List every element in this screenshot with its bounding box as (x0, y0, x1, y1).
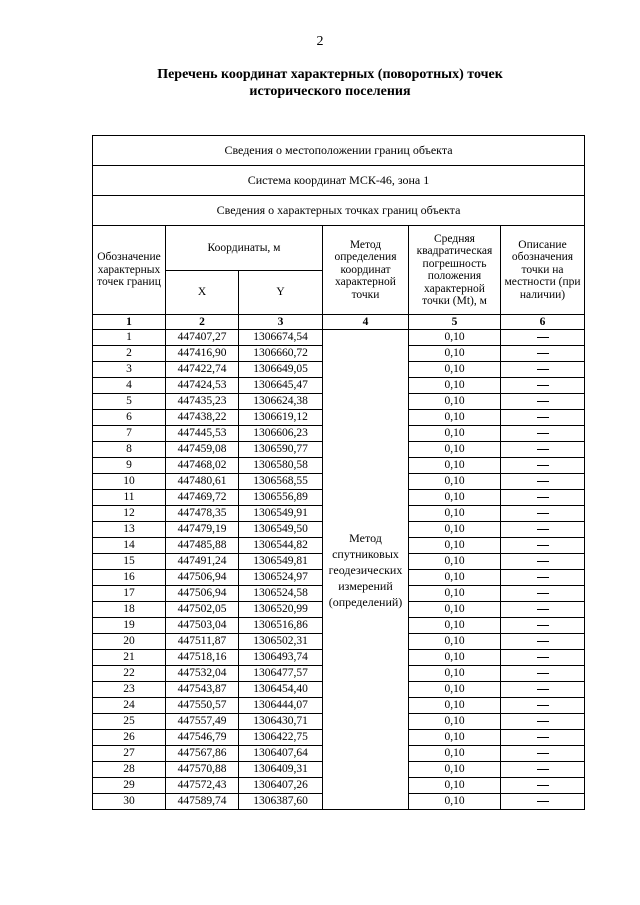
point-number: 7 (93, 426, 166, 442)
point-number: 11 (93, 490, 166, 506)
mean-square-error: 0,10 (409, 394, 501, 410)
coordinate-x: 447422,74 (166, 362, 239, 378)
mean-square-error: 0,10 (409, 794, 501, 810)
mean-square-error: 0,10 (409, 778, 501, 794)
coordinate-y: 1306454,40 (239, 682, 323, 698)
coordinate-x: 447424,53 (166, 378, 239, 394)
dash-mark (537, 465, 549, 466)
section-title: Сведения о местоположении границ объекта (93, 136, 585, 166)
description-cell (501, 378, 585, 394)
coordinate-y: 1306660,72 (239, 346, 323, 362)
point-number: 30 (93, 794, 166, 810)
header-description: Описание обозначения точки на местности (при наличии) (501, 226, 585, 315)
header-y: Y (239, 271, 323, 315)
point-number: 16 (93, 570, 166, 586)
coordinate-y: 1306544,82 (239, 538, 323, 554)
mean-square-error: 0,10 (409, 682, 501, 698)
point-number: 13 (93, 522, 166, 538)
column-number: 3 (239, 315, 323, 330)
header-error: Средняя квадратическая погрешность положения характерной точки (Mt), м (409, 226, 501, 315)
coordinate-y: 1306477,57 (239, 666, 323, 682)
description-cell (501, 570, 585, 586)
points-title: Сведения о характерных точках границ объекта (93, 196, 585, 226)
page-number: 2 (316, 34, 324, 49)
description-cell (501, 426, 585, 442)
coordinate-x: 447567,86 (166, 746, 239, 762)
coordinate-y: 1306407,64 (239, 746, 323, 762)
dash-mark (537, 801, 549, 802)
coordinates-table (92, 135, 585, 810)
mean-square-error: 0,10 (409, 698, 501, 714)
coordinate-y: 1306568,55 (239, 474, 323, 490)
dash-mark (537, 353, 549, 354)
coordinate-y: 1306645,47 (239, 378, 323, 394)
dash-mark (537, 657, 549, 658)
mean-square-error: 0,10 (409, 634, 501, 650)
mean-square-error: 0,10 (409, 538, 501, 554)
point-number: 28 (93, 762, 166, 778)
description-cell (501, 346, 585, 362)
description-cell (501, 490, 585, 506)
header-x: X (166, 271, 239, 315)
dash-mark (537, 385, 549, 386)
mean-square-error: 0,10 (409, 378, 501, 394)
description-cell (501, 394, 585, 410)
coordinate-x: 447407,27 (166, 330, 239, 346)
mean-square-error: 0,10 (409, 714, 501, 730)
coordinate-x: 447485,88 (166, 538, 239, 554)
description-cell (501, 362, 585, 378)
point-number: 26 (93, 730, 166, 746)
dash-mark (537, 769, 549, 770)
coordinate-y: 1306624,38 (239, 394, 323, 410)
dash-mark (537, 577, 549, 578)
coordinate-y: 1306619,12 (239, 410, 323, 426)
point-number: 8 (93, 442, 166, 458)
coordinate-system: Система координат МСК-46, зона 1 (93, 166, 585, 196)
coordinate-x: 447445,53 (166, 426, 239, 442)
coordinate-x: 447491,24 (166, 554, 239, 570)
point-number: 17 (93, 586, 166, 602)
coordinate-y: 1306649,05 (239, 362, 323, 378)
dash-mark (537, 721, 549, 722)
header-coordinates: Координаты, м (166, 226, 323, 271)
dash-mark (537, 369, 549, 370)
description-cell (501, 554, 585, 570)
mean-square-error: 0,10 (409, 362, 501, 378)
dash-mark (537, 785, 549, 786)
mean-square-error: 0,10 (409, 570, 501, 586)
header-method: Метод определения координат характерной точки (323, 226, 409, 315)
dash-mark (537, 625, 549, 626)
coordinate-x: 447435,23 (166, 394, 239, 410)
column-number: 1 (93, 315, 166, 330)
dash-mark (537, 641, 549, 642)
dash-mark (537, 337, 549, 338)
mean-square-error: 0,10 (409, 426, 501, 442)
mean-square-error: 0,10 (409, 762, 501, 778)
coordinate-y: 1306430,71 (239, 714, 323, 730)
point-number: 29 (93, 778, 166, 794)
description-cell (501, 666, 585, 682)
description-cell (501, 522, 585, 538)
point-number: 15 (93, 554, 166, 570)
dash-mark (537, 417, 549, 418)
mean-square-error: 0,10 (409, 458, 501, 474)
column-number: 5 (409, 315, 501, 330)
dash-mark (537, 449, 549, 450)
point-number: 20 (93, 634, 166, 650)
header-designation: Обозначение характерных точек границ (93, 226, 166, 315)
description-cell (501, 698, 585, 714)
description-cell (501, 714, 585, 730)
description-cell (501, 410, 585, 426)
coordinate-x: 447532,04 (166, 666, 239, 682)
dash-mark (537, 401, 549, 402)
coordinate-y: 1306606,23 (239, 426, 323, 442)
dash-mark (537, 561, 549, 562)
coordinate-y: 1306524,97 (239, 570, 323, 586)
coordinate-y: 1306524,58 (239, 586, 323, 602)
mean-square-error: 0,10 (409, 522, 501, 538)
coordinate-x: 447469,72 (166, 490, 239, 506)
description-cell (501, 730, 585, 746)
coordinate-y: 1306422,75 (239, 730, 323, 746)
dash-mark (537, 609, 549, 610)
description-cell (501, 762, 585, 778)
coordinate-x: 447543,87 (166, 682, 239, 698)
coordinate-y: 1306409,31 (239, 762, 323, 778)
point-number: 9 (93, 458, 166, 474)
mean-square-error: 0,10 (409, 586, 501, 602)
mean-square-error: 0,10 (409, 554, 501, 570)
mean-square-error: 0,10 (409, 650, 501, 666)
point-number: 2 (93, 346, 166, 362)
coordinate-y: 1306549,91 (239, 506, 323, 522)
method-cell: Метод спутниковых геодезических измерений (определений) (323, 330, 409, 810)
coordinate-x: 447416,90 (166, 346, 239, 362)
description-cell (501, 650, 585, 666)
dash-mark (537, 705, 549, 706)
coordinate-y: 1306516,86 (239, 618, 323, 634)
description-cell (501, 442, 585, 458)
description-cell (501, 778, 585, 794)
dash-mark (537, 481, 549, 482)
point-number: 25 (93, 714, 166, 730)
mean-square-error: 0,10 (409, 746, 501, 762)
point-number: 6 (93, 410, 166, 426)
coordinate-x: 447502,05 (166, 602, 239, 618)
mean-square-error: 0,10 (409, 346, 501, 362)
mean-square-error: 0,10 (409, 410, 501, 426)
coordinate-y: 1306580,58 (239, 458, 323, 474)
coordinate-x: 447511,87 (166, 634, 239, 650)
title-line-1: Перечень координат характерных (поворотных) точек (157, 67, 503, 82)
coordinate-x: 447570,88 (166, 762, 239, 778)
description-cell (501, 618, 585, 634)
coordinate-x: 447438,22 (166, 410, 239, 426)
dash-mark (537, 529, 549, 530)
description-cell (501, 330, 585, 346)
column-number: 2 (166, 315, 239, 330)
description-cell (501, 682, 585, 698)
point-number: 19 (93, 618, 166, 634)
point-number: 23 (93, 682, 166, 698)
point-number: 21 (93, 650, 166, 666)
coordinate-x: 447550,57 (166, 698, 239, 714)
point-number: 4 (93, 378, 166, 394)
coordinate-y: 1306674,54 (239, 330, 323, 346)
dash-mark (537, 673, 549, 674)
coordinate-y: 1306590,77 (239, 442, 323, 458)
coordinate-x: 447459,08 (166, 442, 239, 458)
coordinate-x: 447557,49 (166, 714, 239, 730)
coordinate-x: 447479,19 (166, 522, 239, 538)
coordinate-x: 447480,61 (166, 474, 239, 490)
description-cell (501, 634, 585, 650)
point-number: 14 (93, 538, 166, 554)
point-number: 27 (93, 746, 166, 762)
table-row (93, 330, 585, 346)
point-number: 1 (93, 330, 166, 346)
point-number: 24 (93, 698, 166, 714)
description-cell (501, 602, 585, 618)
coordinate-x: 447518,16 (166, 650, 239, 666)
point-number: 5 (93, 394, 166, 410)
coordinate-y: 1306549,50 (239, 522, 323, 538)
description-cell (501, 586, 585, 602)
point-number: 10 (93, 474, 166, 490)
document-title (60, 66, 600, 100)
description-cell (501, 794, 585, 810)
coordinate-y: 1306387,60 (239, 794, 323, 810)
dash-mark (537, 545, 549, 546)
point-number: 3 (93, 362, 166, 378)
column-number: 6 (501, 315, 585, 330)
coordinate-y: 1306407,26 (239, 778, 323, 794)
mean-square-error: 0,10 (409, 442, 501, 458)
coordinate-y: 1306502,31 (239, 634, 323, 650)
description-cell (501, 746, 585, 762)
coordinate-y: 1306549,81 (239, 554, 323, 570)
coordinate-x: 447503,04 (166, 618, 239, 634)
dash-mark (537, 737, 549, 738)
mean-square-error: 0,10 (409, 490, 501, 506)
mean-square-error: 0,10 (409, 666, 501, 682)
coordinate-x: 447478,35 (166, 506, 239, 522)
coordinate-x: 447546,79 (166, 730, 239, 746)
description-cell (501, 538, 585, 554)
title-line-2: исторического поселения (249, 84, 411, 99)
coordinate-x: 447506,94 (166, 570, 239, 586)
dash-mark (537, 689, 549, 690)
mean-square-error: 0,10 (409, 506, 501, 522)
coordinate-y: 1306493,74 (239, 650, 323, 666)
coordinate-y: 1306520,99 (239, 602, 323, 618)
point-number: 12 (93, 506, 166, 522)
dash-mark (537, 513, 549, 514)
coordinate-x: 447589,74 (166, 794, 239, 810)
coordinate-y: 1306444,07 (239, 698, 323, 714)
point-number: 22 (93, 666, 166, 682)
dash-mark (537, 433, 549, 434)
point-number: 18 (93, 602, 166, 618)
coordinate-y: 1306556,89 (239, 490, 323, 506)
mean-square-error: 0,10 (409, 602, 501, 618)
coordinate-x: 447468,02 (166, 458, 239, 474)
mean-square-error: 0,10 (409, 618, 501, 634)
mean-square-error: 0,10 (409, 730, 501, 746)
mean-square-error: 0,10 (409, 330, 501, 346)
description-cell (501, 458, 585, 474)
column-number: 4 (323, 315, 409, 330)
dash-mark (537, 593, 549, 594)
coordinate-x: 447506,94 (166, 586, 239, 602)
dash-mark (537, 753, 549, 754)
coordinate-x: 447572,43 (166, 778, 239, 794)
mean-square-error: 0,10 (409, 474, 501, 490)
description-cell (501, 506, 585, 522)
dash-mark (537, 497, 549, 498)
description-cell (501, 474, 585, 490)
